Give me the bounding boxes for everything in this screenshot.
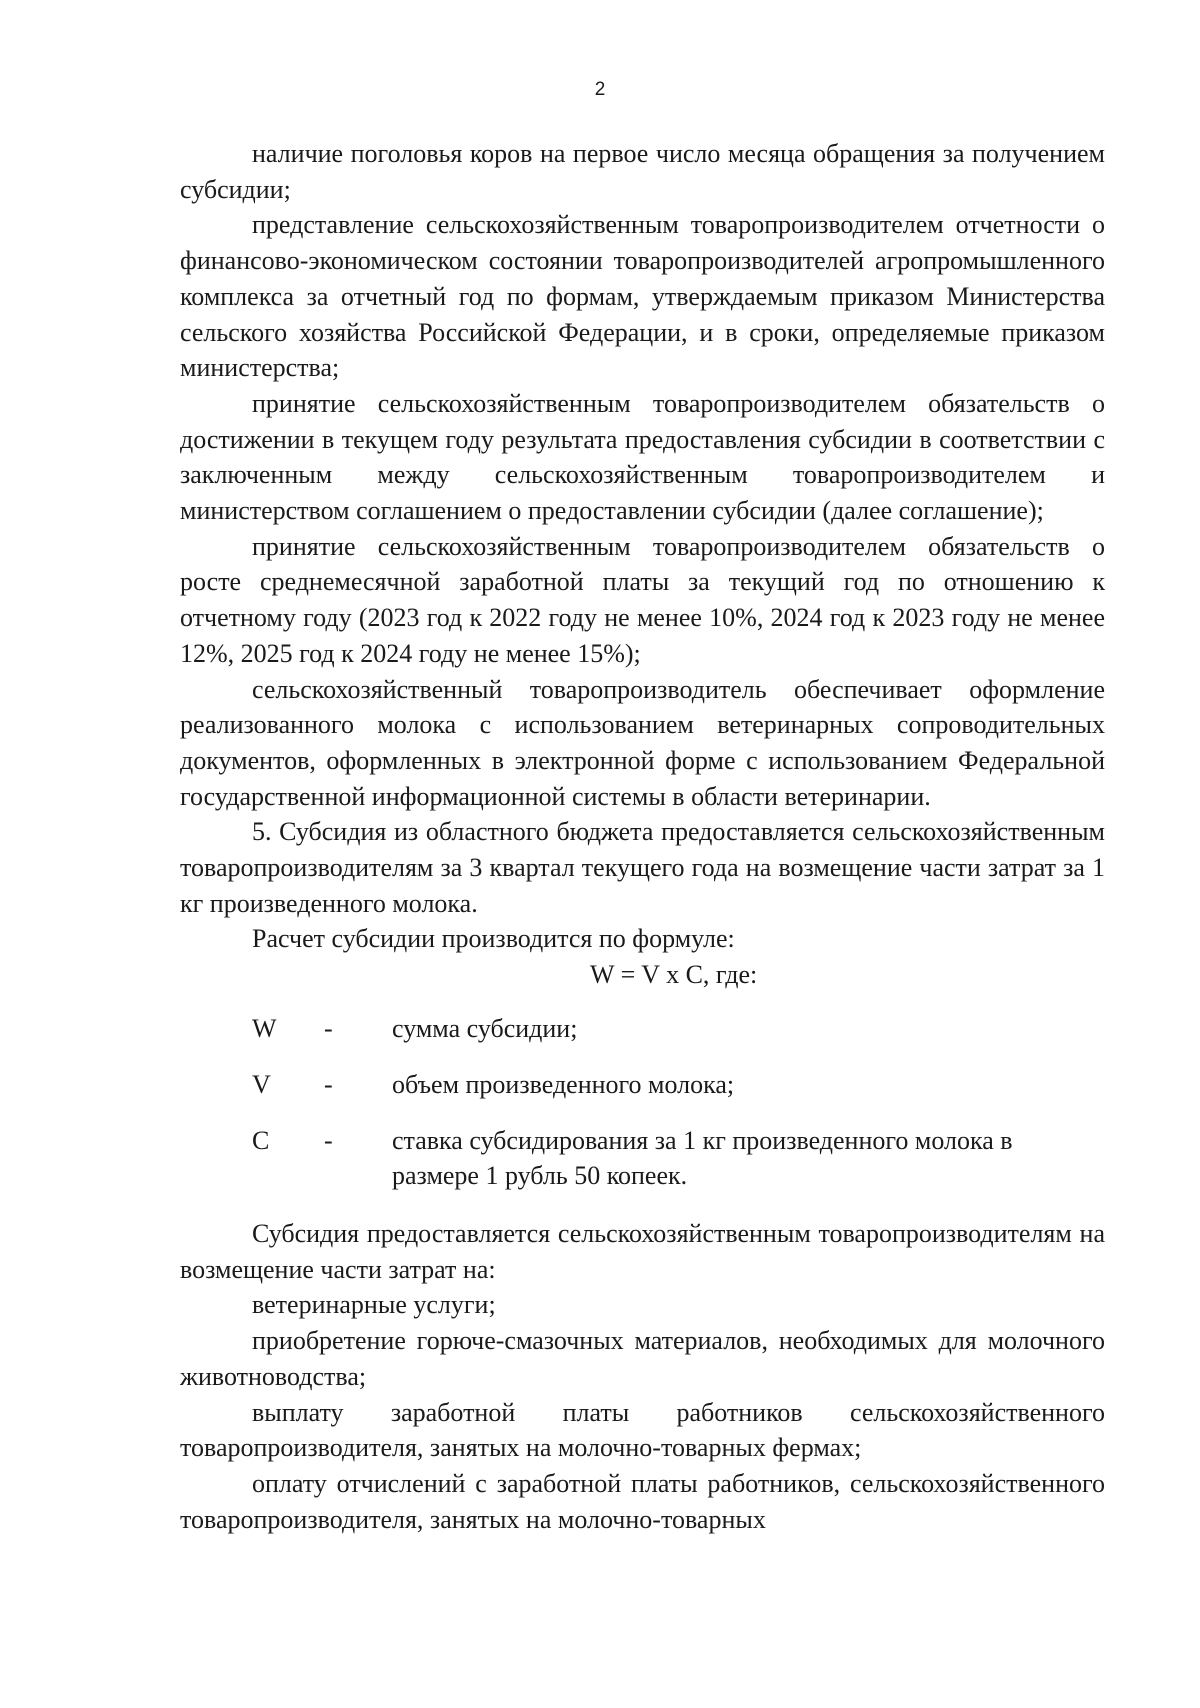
page-number: 2 — [594, 79, 606, 100]
definition-dash: - — [324, 1014, 333, 1044]
definition-row-v — [180, 1067, 1105, 1103]
definition-text: ставка субсидирования за 1 кг произведенного молока в размере 1 рубль 50 копеек. — [392, 1125, 1013, 1191]
definition-row-c — [180, 1123, 1105, 1194]
paragraph-result-obligations: принятие сельскохозяйственным товаропроизводителем обязательств о достижении в текущем году результата предоставления субсидии в соответствии с заключенным между сельскохозяйственным товаропроизводителем и министерством соглашением о предоставлении субсидии (далее соглашение); — [180, 388, 1105, 526]
paragraph-veterinary-services: ветеринарные услуги; — [252, 1290, 496, 1320]
subsidy-formula: W = V x C, где: — [590, 960, 758, 990]
paragraph-wages: выплату заработной платы работников сельскохозяйственного товаропроизводителя, занятых на молочно-товарных фермах; — [180, 1397, 1105, 1463]
definition-row-w — [180, 1011, 1105, 1047]
definition-symbol: V — [252, 1069, 271, 1099]
paragraph-salary-growth: принятие сельскохозяйственным товаропроизводителем обязательств о росте среднемесячной заработной платы за текущий год по отношению к отчетному году (2023 год к 2022 году не менее 10%, 2024 год к 2023 году не менее 12%, 2025 год к 2024 году не менее 15%); — [180, 531, 1105, 668]
formula-definitions — [180, 993, 1105, 1216]
definition-text: объем произведенного молока; — [392, 1069, 735, 1099]
paragraph-fuel-lubricants: приобретение горюче-смазочных материалов, необходимых для молочного животноводства; — [180, 1326, 1105, 1391]
definition-text: сумма субсидии; — [392, 1014, 578, 1044]
paragraph-veterinary-documents: сельскохозяйственный товаропроизводитель обеспечивает оформление реализованного молока с использованием ветеринарных сопроводительных документов, оформленных в электронной форме с использованием Федеральной государственной информационной системы в области ветеринарии. — [180, 674, 1105, 811]
definition-dash: - — [324, 1125, 333, 1155]
paragraph-wage-deductions: оплату отчислений с заработной платы работников, сельскохозяйственного товаропроизводителя, занятых на молочно-товарных — [180, 1468, 1105, 1534]
definition-dash: - — [324, 1069, 333, 1099]
document-body — [180, 136, 1105, 1537]
paragraph-subsidy-purpose: Субсидия предоставляется сельскохозяйственным товаропроизводителям на возмещение части затрат на: — [180, 1218, 1105, 1284]
paragraph-reporting: представление сельскохозяйственным товаропроизводителем отчетности о финансово-экономическом состоянии товаропроизводителей агропромышленного комплекса за отчетный год по формам, утверждаемым приказом Министерства сельского хозяйства Российской Федерации, и в сроки, определяемые приказом министерства; — [180, 210, 1105, 383]
paragraph-cow-livestock: наличие поголовья коров на первое число месяца обращения за получением субсидии; — [180, 139, 1105, 204]
paragraph-clause-5: 5. Субсидия из областного бюджета предоставляется сельскохозяйственным товаропроизводителям за 3 квартал текущего года на возмещение части затрат за 1 кг произведенного молока. — [180, 817, 1105, 918]
paragraph-formula-intro: Расчет субсидии производится по формуле: — [252, 924, 735, 954]
definition-symbol: C — [252, 1125, 270, 1155]
definition-symbol: W — [252, 1014, 277, 1044]
